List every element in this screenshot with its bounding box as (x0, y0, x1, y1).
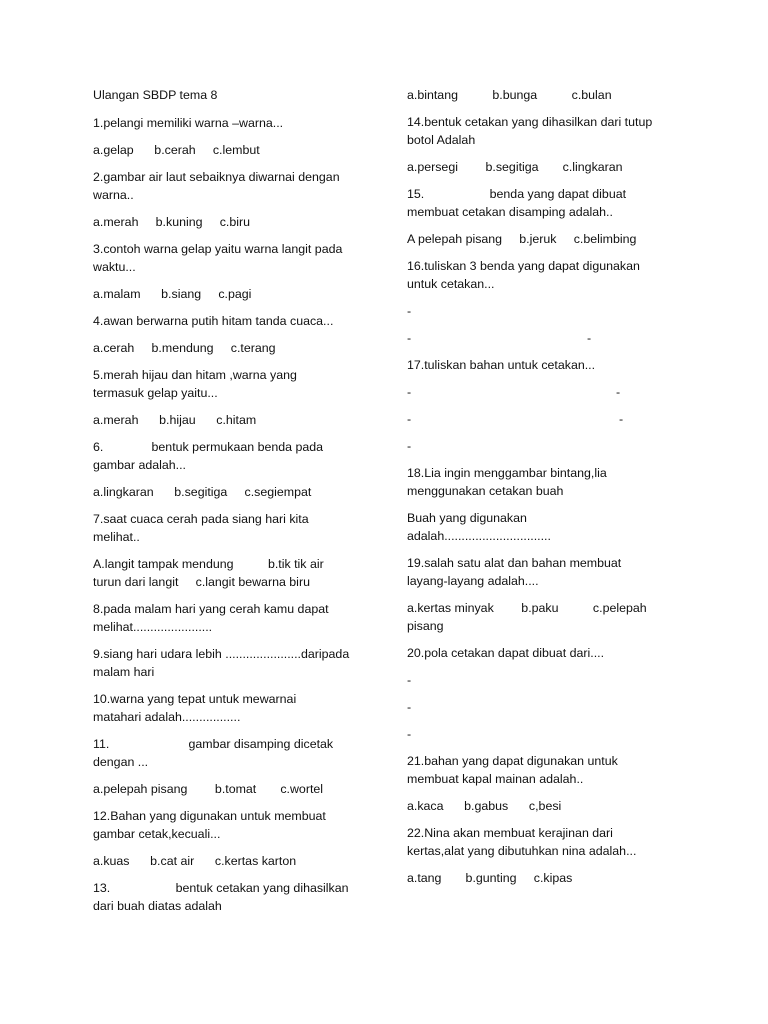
answer-line (407, 410, 697, 428)
q13: 13. bentuk cetakan yang dihasilkan dari buah diatas adalah (93, 881, 349, 913)
q10: 10.warna yang tepat untuk mewarnai matahari adalah................. (93, 692, 297, 724)
answer-line (407, 383, 697, 401)
q1-options: a.gelap b.cerah c.lembut (93, 143, 260, 157)
q20: 20.pola cetakan dapat dibuat dari.... (407, 646, 605, 660)
q11: 11. gambar disamping dicetak dengan ... (93, 737, 334, 769)
q18-answer: Buah yang digunakan adalah............................... (407, 511, 551, 543)
q11-options: a.pelepah pisang b.tomat c.wortel (93, 782, 324, 796)
q4-options: a.cerah b.mendung c.terang (93, 341, 276, 355)
answer-line (407, 437, 697, 455)
q16: 16.tuliskan 3 benda yang dapat digunakan untuk cetakan... (407, 259, 640, 291)
q5: 5.merah hijau dan hitam ,warna yang termasuk gelap yaitu... (93, 368, 297, 400)
answer-dash: - (587, 331, 592, 345)
q18: 18.Lia ingin menggambar bintang,lia menggunakan cetakan buah (407, 466, 607, 498)
answer-dash: - (407, 727, 412, 741)
q19-options: a.kertas minyak b.paku c.pelepah pisang (407, 601, 647, 633)
q15-options: A pelepah pisang b.jeruk c.belimbing (407, 232, 637, 246)
q12-options: a.kuas b.cat air c.kertas karton (93, 854, 297, 868)
q5-options: a.merah b.hijau c.hitam (93, 413, 257, 427)
q7: 7.saat cuaca cerah pada siang hari kita melihat.. (93, 512, 309, 544)
q4: 4.awan berwarna putih hitam tanda cuaca... (93, 314, 334, 328)
answer-line (407, 329, 697, 347)
q12: 12.Bahan yang digunakan untuk membuat gambar cetak,kecuali... (93, 809, 326, 841)
q14: 14.bentuk cetakan yang dihasilkan dari tutup botol Adalah (407, 115, 653, 147)
answer-dash: - (407, 304, 412, 318)
page-title: Ulangan SBDP tema 8 (93, 88, 218, 102)
answer-line (407, 698, 697, 716)
q14-options: a.persegi b.segitiga c.lingkaran (407, 160, 623, 174)
q2: 2.gambar air laut sebaiknya diwarnai dengan warna.. (93, 170, 340, 202)
q7-options: A.langit tampak mendung b.tik tik air turun dari langit c.langit bewarna biru (93, 557, 324, 589)
q13-options: a.bintang b.bunga c.bulan (407, 88, 612, 102)
q9: 9.siang hari udara lebih ......................daripada malam hari (93, 647, 350, 679)
q21: 21.bahan yang dapat digunakan untuk membuat kapal mainan adalah.. (407, 754, 618, 786)
answer-dash: - (616, 385, 621, 399)
q3: 3.contoh warna gelap yaitu warna langit pada waktu... (93, 242, 343, 274)
right-column (407, 86, 697, 896)
q22-options: a.tang b.gunting c.kipas (407, 871, 573, 885)
q6: 6. bentuk permukaan benda pada gambar adalah... (93, 440, 324, 472)
answer-dash: - (407, 673, 412, 687)
q22: 22.Nina akan membuat kerajinan dari kertas,alat yang dibutuhkan nina adalah... (407, 826, 637, 858)
q15: 15. benda yang dapat dibuat membuat cetakan disamping adalah.. (407, 187, 627, 219)
q17: 17.tuliskan bahan untuk cetakan... (407, 358, 596, 372)
q1: 1.pelangi memiliki warna –warna... (93, 116, 284, 130)
answer-dash: - (407, 412, 412, 426)
q6-options: a.lingkaran b.segitiga c.segiempat (93, 485, 312, 499)
q21-options: a.kaca b.gabus c,besi (407, 799, 562, 813)
q2-options: a.merah b.kuning c.biru (93, 215, 251, 229)
answer-line (407, 725, 697, 743)
answer-line (407, 302, 697, 320)
q19: 19.salah satu alat dan bahan membuat layang-layang adalah.... (407, 556, 622, 588)
q3-options: a.malam b.siang c.pagi (93, 287, 252, 301)
q8: 8.pada malam hari yang cerah kamu dapat melihat....................... (93, 602, 329, 634)
answer-dash: - (407, 331, 412, 345)
answer-line (407, 671, 697, 689)
answer-dash: - (407, 439, 412, 453)
answer-dash: - (407, 385, 412, 399)
answer-dash: - (407, 700, 412, 714)
answer-dash: - (619, 412, 624, 426)
left-column (93, 86, 393, 924)
